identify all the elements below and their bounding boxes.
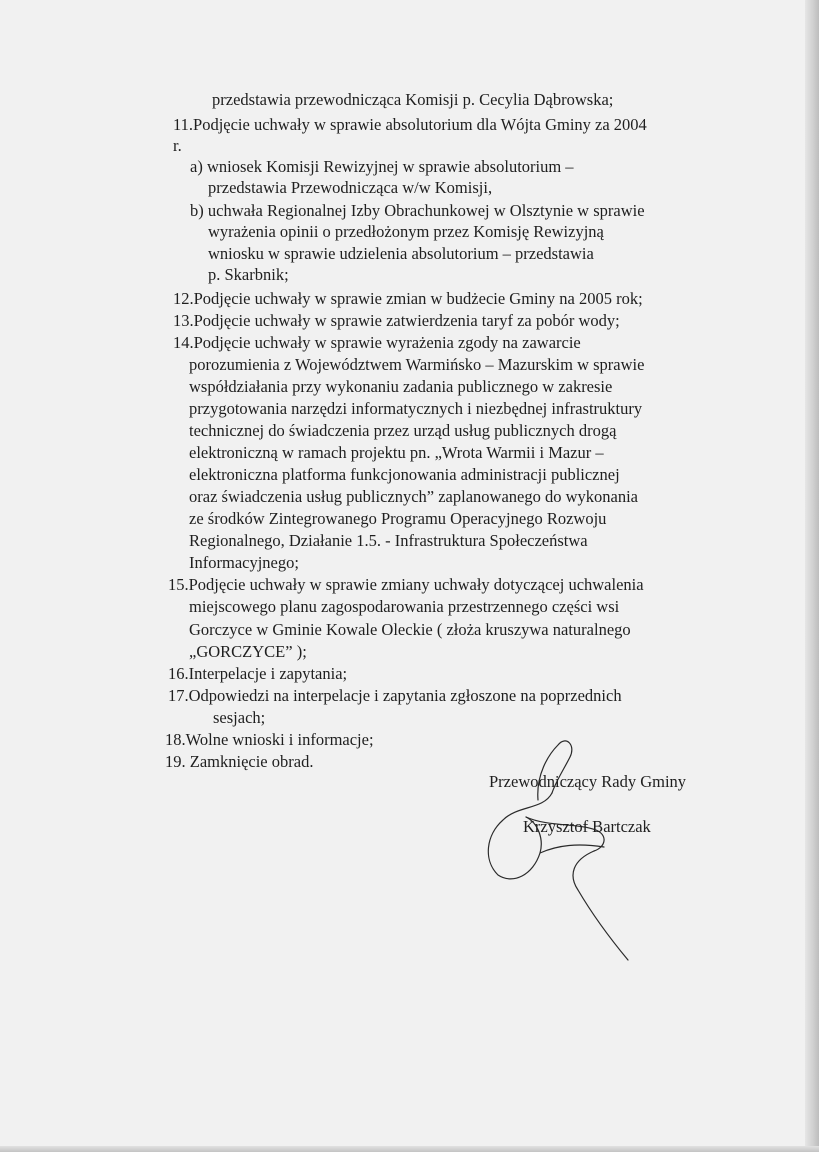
text-line: wyrażenia opinii o przedłożonym przez Komisję Rewizyjną	[208, 222, 604, 241]
text-line: wniosku w sprawie udzielenia absolutorium – przedstawia	[208, 244, 594, 263]
text-line: przedstawia Przewodnicząca w/w Komisji,	[208, 178, 493, 197]
text-line: współdziałania przy wykonaniu zadania publicznego w zakresie	[189, 377, 613, 396]
signature-name: Krzysztof Bartczak	[523, 817, 651, 836]
agenda-item-17: 17.Odpowiedzi na interpelacje i zapytania zgłoszone na poprzednich	[168, 686, 622, 705]
agenda-item-14: 14.Podjęcie uchwały w sprawie wyrażenia zgody na zawarcie	[173, 333, 581, 352]
signature-title: Przewodniczący Rady Gminy	[489, 772, 687, 791]
text-line: sesjach;	[213, 708, 266, 727]
sub-item-a: a) wniosek Komisji Rewizyjnej w sprawie absolutorium –	[190, 157, 574, 176]
agenda-item-19: 19. Zamknięcie obrad.	[165, 752, 314, 771]
text-line: ze środków Zintegrowanego Programu Operacyjnego Rozwoju	[189, 509, 607, 528]
sub-item-b: b) uchwała Regionalnej Izby Obrachunkowej w Olsztynie w sprawie	[190, 201, 645, 220]
agenda-item-18: 18.Wolne wnioski i informacje;	[165, 730, 374, 749]
handwritten-signature	[478, 735, 648, 965]
text-line: Regionalnego, Działanie 1.5. - Infrastruktura Społeczeństwa	[189, 531, 588, 550]
text-line: elektroniczna platforma funkcjonowania administracji publicznej	[189, 465, 620, 484]
text-line: porozumienia z Województwem Warmińsko – Mazurskim w sprawie	[189, 355, 645, 374]
scan-shadow-right	[805, 0, 819, 1152]
text-line: technicznej do świadczenia przez urząd usług publicznych drogą	[189, 421, 617, 440]
text-line: przygotowania narzędzi informatycznych i niezbędnej infrastruktury	[189, 399, 643, 418]
text-line: oraz świadczenia usług publicznych” zaplanowanego do wykonania	[189, 487, 638, 506]
text-line: elektroniczną w ramach projektu pn. „Wrota Warmii i Mazur –	[189, 443, 604, 462]
scan-shadow-bottom	[0, 1146, 819, 1152]
text-line: Gorczyce w Gminie Kowale Oleckie ( złoża kruszywa naturalnego	[189, 620, 631, 639]
text-line: p. Skarbnik;	[208, 265, 289, 284]
agenda-item-11: 11.Podjęcie uchwały w sprawie absolutorium dla Wójta Gminy za 2004	[173, 115, 647, 134]
text-line: r.	[173, 136, 182, 155]
agenda-item-16: 16.Interpelacje i zapytania;	[168, 664, 348, 683]
text-line: Informacyjnego;	[189, 553, 299, 572]
text-line: przedstawia przewodnicząca Komisji p. Cecylia Dąbrowska;	[212, 90, 614, 109]
text-line: „GORCZYCE” );	[189, 642, 307, 661]
agenda-item-12: 12.Podjęcie uchwały w sprawie zmian w budżecie Gminy na 2005 rok;	[173, 289, 643, 308]
agenda-item-13: 13.Podjęcie uchwały w sprawie zatwierdzenia taryf za pobór wody;	[173, 311, 620, 330]
agenda-item-15: 15.Podjęcie uchwały w sprawie zmiany uchwały dotyczącej uchwalenia	[168, 575, 644, 594]
text-line: miejscowego planu zagospodarowania przestrzennego części wsi	[189, 597, 620, 616]
